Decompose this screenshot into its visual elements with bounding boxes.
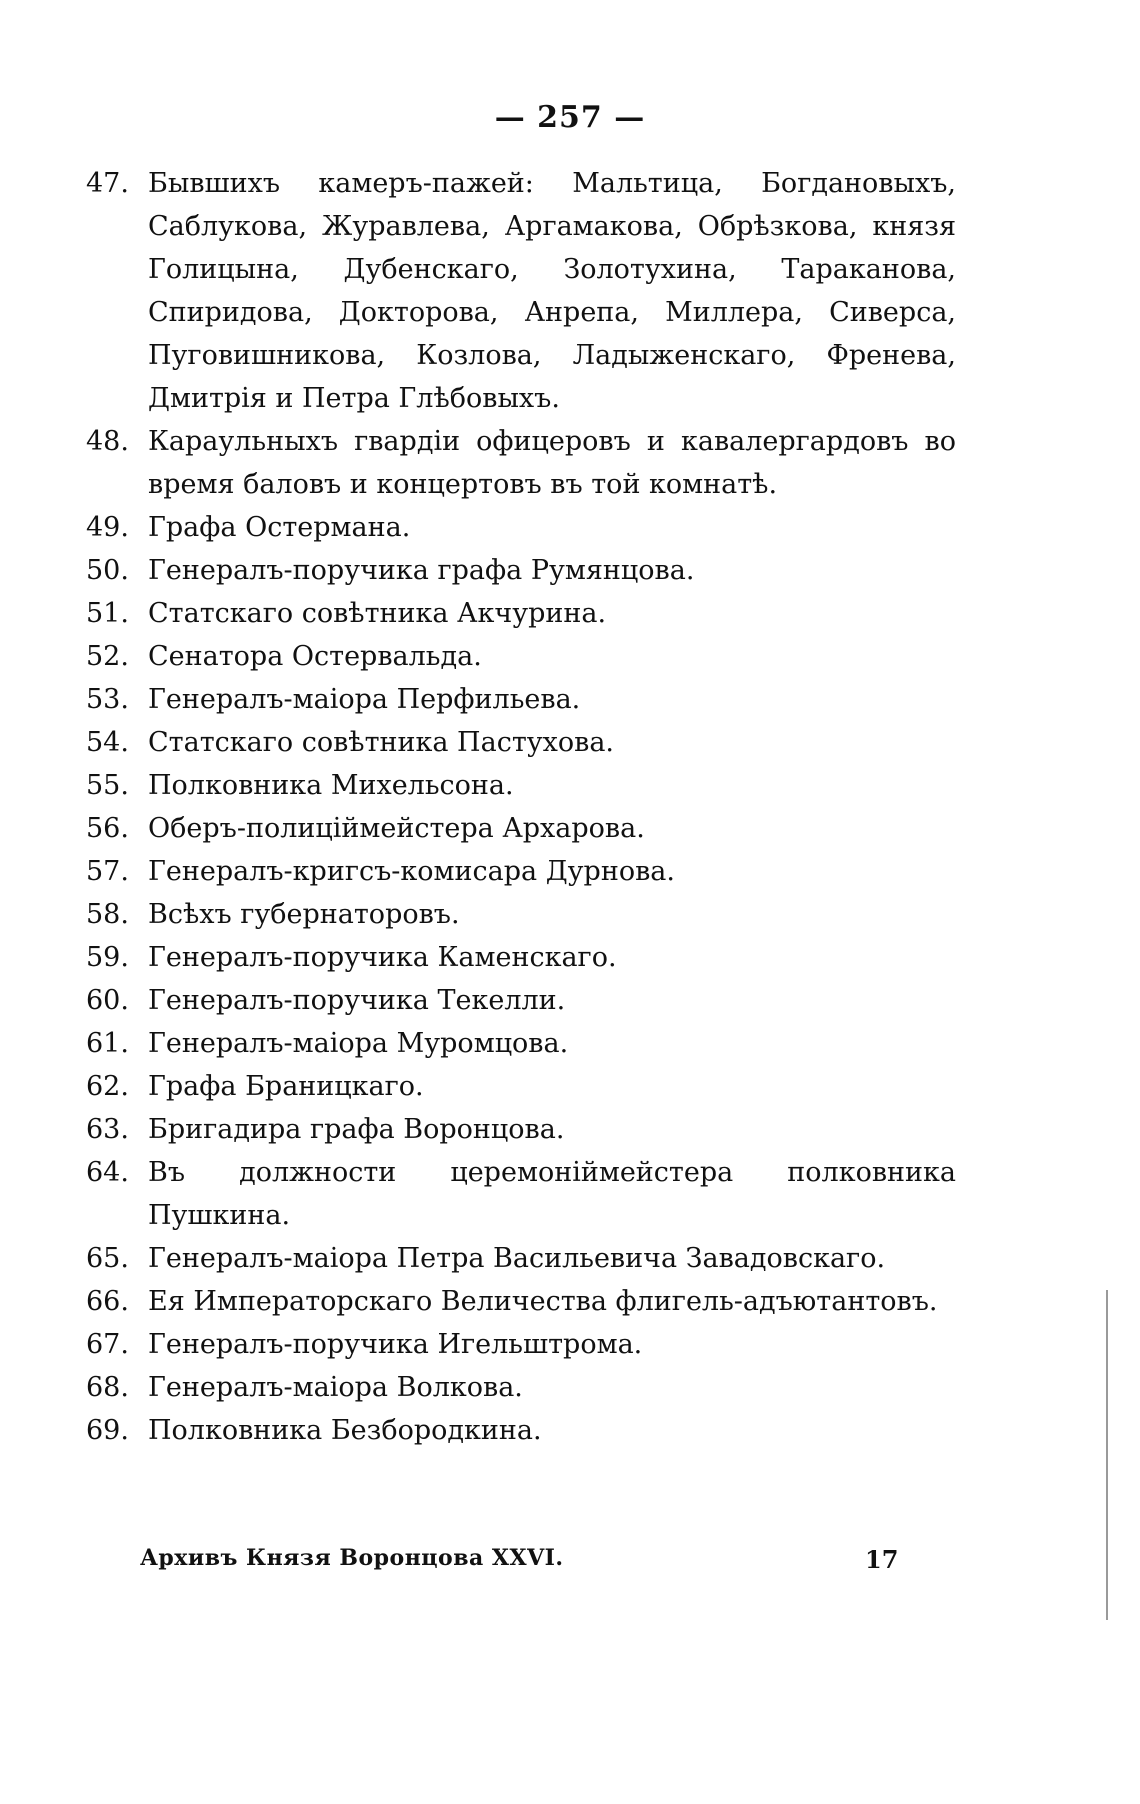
list-item [86, 807, 956, 850]
entry-text: Всѣхъ губернаторовъ. [148, 899, 460, 930]
entry-text: Генералъ-поручика графа Румянцова. [148, 555, 695, 586]
entry-number: 53. [86, 684, 129, 715]
entry-list [86, 162, 956, 1452]
entry-text: Оберъ-полиціймейстера Архарова. [148, 813, 645, 844]
list-item [86, 635, 956, 678]
entry-number: 69. [86, 1415, 129, 1446]
entry-text: Бывшихъ камеръ-пажей: Мальтица, Богдановыхъ, Саблукова, Журавлева, Аргамакова, Обрѣзкова, князя Голицына, Дубенскаго, Золотухина, Тараканова, Спиридова, Докторова, Анрепа, Миллера, Сиверса, Пуговишникова, Козлова, Ладыженскаго, Френева, Дмитрія и Петра Глѣбовыхъ. [148, 168, 956, 414]
signature-mark: 17 [865, 1545, 899, 1574]
list-item [86, 592, 956, 635]
entry-number: 58. [86, 899, 129, 930]
list-item [86, 1366, 956, 1409]
entry-number: 66. [86, 1286, 129, 1317]
entry-text: Бригадира графа Воронцова. [148, 1114, 565, 1145]
list-item [86, 1022, 956, 1065]
entry-number: 67. [86, 1329, 129, 1360]
entry-text: Статскаго совѣтника Пастухова. [148, 727, 615, 758]
entry-number: 56. [86, 813, 129, 844]
entry-number: 57. [86, 856, 129, 887]
list-item [86, 162, 956, 420]
entry-text: Полковника Михельсона. [148, 770, 514, 801]
margin-rule [1106, 1290, 1108, 1620]
entry-text: Въ должности церемоніймейстера полковника Пушкина. [148, 1157, 956, 1231]
entry-number: 55. [86, 770, 129, 801]
entry-number: 63. [86, 1114, 129, 1145]
list-item [86, 420, 956, 506]
list-item [86, 1237, 956, 1280]
list-item [86, 893, 956, 936]
running-footer-title: Архивъ Князя Воронцова XXVI. [140, 1545, 564, 1571]
entry-text: Генералъ-маіора Муромцова. [148, 1028, 569, 1059]
list-item [86, 850, 956, 893]
entry-text: Графа Остермана. [148, 512, 411, 543]
list-item [86, 1151, 956, 1237]
entry-text: Генералъ-поручика Каменскаго. [148, 942, 617, 973]
entry-number: 68. [86, 1372, 129, 1403]
entry-text: Генералъ-поручика Текелли. [148, 985, 566, 1016]
list-item [86, 979, 956, 1022]
entry-number: 47. [86, 168, 129, 199]
list-item [86, 1280, 956, 1323]
entry-number: 61. [86, 1028, 129, 1059]
entry-text: Генералъ-маіора Петра Васильевича Завадовскаго. [148, 1243, 886, 1274]
entry-number: 60. [86, 985, 129, 1016]
list-item [86, 506, 956, 549]
entry-text: Ея Императорскаго Величества флигель-адъютантовъ. [148, 1286, 938, 1317]
list-item [86, 1323, 956, 1366]
entry-text: Полковника Безбородкина. [148, 1415, 542, 1446]
entry-number: 65. [86, 1243, 129, 1274]
entry-number: 49. [86, 512, 129, 543]
list-item [86, 1409, 956, 1452]
list-item [86, 549, 956, 592]
entry-number: 54. [86, 727, 129, 758]
entry-text: Генералъ-поручика Игельштрома. [148, 1329, 643, 1360]
entry-number: 50. [86, 555, 129, 586]
list-item [86, 1108, 956, 1151]
list-item [86, 764, 956, 807]
entry-text: Караульныхъ гвардіи офицеровъ и кавалергардовъ во время баловъ и концертовъ въ той комнатѣ. [148, 426, 956, 500]
entry-number: 62. [86, 1071, 129, 1102]
entry-text: Генералъ-кригсъ-комисара Дурнова. [148, 856, 675, 887]
entry-number: 48. [86, 426, 129, 457]
entry-text: Генералъ-маіора Волкова. [148, 1372, 523, 1403]
entry-text: Графа Браницкаго. [148, 1071, 424, 1102]
entry-text: Статскаго совѣтника Акчурина. [148, 598, 607, 629]
entry-number: 59. [86, 942, 129, 973]
entry-number: 64. [86, 1157, 129, 1188]
entry-number: 51. [86, 598, 129, 629]
entry-text: Сенатора Остервальда. [148, 641, 482, 672]
list-item [86, 721, 956, 764]
list-item [86, 936, 956, 979]
page-number: — 257 — [494, 100, 646, 135]
entry-text: Генералъ-маіора Перфильева. [148, 684, 581, 715]
list-item [86, 1065, 956, 1108]
list-item [86, 678, 956, 721]
entry-number: 52. [86, 641, 129, 672]
